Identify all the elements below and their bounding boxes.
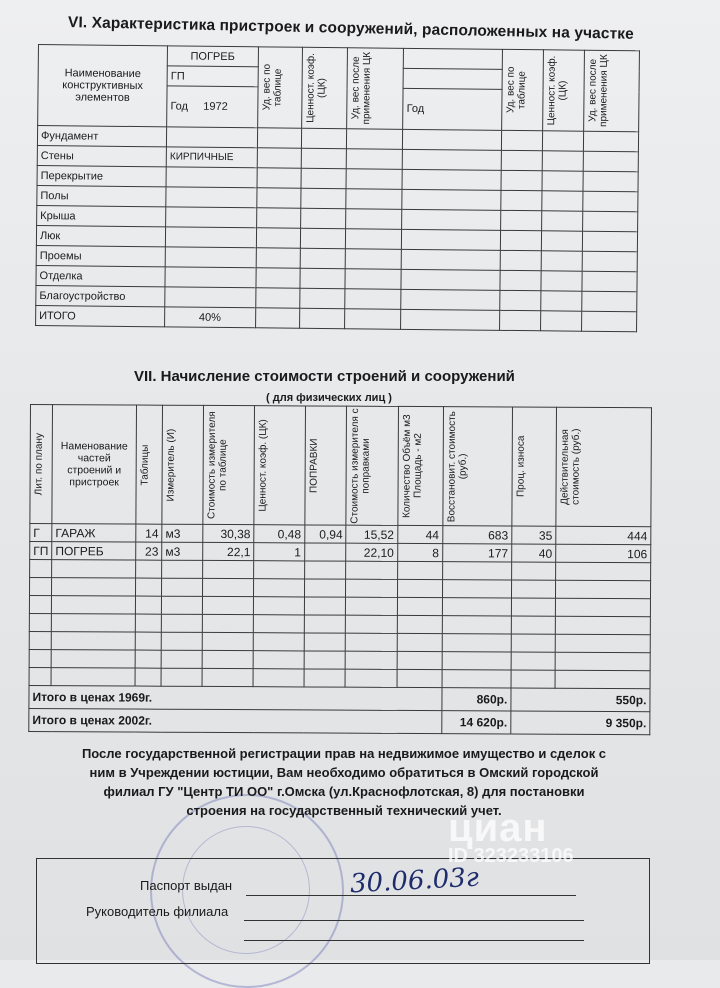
- passport-label: Паспорт выдан: [140, 878, 233, 893]
- th-cennost: [254, 406, 305, 525]
- cell-ck: 0,48: [254, 525, 305, 543]
- th-stoim-popr: [346, 406, 398, 525]
- obj1-year-cell: [167, 86, 258, 128]
- cell-price2: 22,10: [346, 543, 397, 561]
- th-deistv: [556, 407, 652, 526]
- th-tables: [136, 405, 163, 524]
- obj2-name: [404, 48, 503, 69]
- section6-table: [35, 44, 640, 332]
- cell-table: 14: [136, 524, 162, 542]
- th-lit-label: Лит. по плану: [33, 432, 45, 496]
- cell-qty: 8: [397, 543, 442, 561]
- total-2002-vosst: 14 620р.: [441, 711, 510, 734]
- obj2-lit: [403, 68, 502, 89]
- total-1969-deistv: 550р.: [511, 688, 650, 712]
- th-iznos: [512, 407, 557, 526]
- col-ud-ves-ck-label: Уд. вес после применения ЦК: [350, 52, 373, 125]
- notice-line: После государственной регистрации прав на недвижимое имущество и сделок с: [81, 746, 607, 761]
- total-1969-row: [29, 685, 650, 711]
- row-name: Проемы: [36, 245, 165, 266]
- row-value: [166, 167, 257, 188]
- cell-price: 30,38: [203, 524, 254, 542]
- row-name: Отделка: [36, 265, 165, 286]
- row-value: [167, 127, 258, 148]
- cell-lit: Г: [30, 524, 52, 542]
- col2-ud-ves-ck: [584, 50, 640, 132]
- section6-title: VI. Характеристика пристроек и сооружений, расположенных на участке: [67, 14, 635, 43]
- col-cennost: [302, 47, 347, 128]
- header-row: [30, 405, 652, 527]
- row-name: Крыша: [37, 205, 166, 226]
- th-name: Наменование частей строений и пристроек: [52, 405, 136, 524]
- th-kolvo-label: Количество Объём м3 Площадь - м2: [401, 414, 424, 518]
- row-name: Стены: [37, 145, 166, 166]
- row-name: Люк: [36, 225, 165, 246]
- col-ud-ves-label: Уд. вес по таблице: [260, 64, 284, 111]
- cell-lit: ГП: [30, 542, 52, 560]
- cell-name: ГАРАЖ: [52, 524, 136, 542]
- th-stoim-izm: [203, 405, 255, 524]
- row-value: [165, 287, 256, 308]
- obj2-year-cell: [403, 88, 502, 130]
- th-izm-label: Измеритель (И): [165, 428, 178, 502]
- col-cennost-label: Ценност. коэф. (ЦК): [305, 52, 328, 123]
- row-value: [166, 187, 257, 208]
- col2-ud-ves-label: Уд. вес по таблице: [505, 66, 529, 114]
- col2-cennost: [543, 50, 585, 131]
- cell-iznos: 35: [512, 526, 556, 544]
- th-stoim-popr-label: Стоимость измерителя с поправками: [349, 408, 373, 524]
- row-name: ИТОГО: [36, 305, 165, 326]
- row-value: [165, 247, 256, 268]
- th-deistv-label: Действительная стоимость (руб.): [559, 428, 582, 506]
- row-name: Перекрытие: [37, 165, 166, 186]
- cell-qty: 44: [397, 525, 442, 543]
- cell-izm: м3: [162, 542, 203, 560]
- th-kolvo: [397, 406, 443, 525]
- row-value: КИРПИЧНЫЕ: [166, 147, 257, 168]
- cell-deistv: 444: [556, 526, 651, 544]
- th-iznos-label: Проц. износа: [515, 435, 527, 498]
- notice-line: филиал ГУ "Центр ТИ ОО" г.Омска (ул.Краснофлотская, 8) для постановки: [103, 784, 585, 799]
- cell-table: 23: [136, 542, 162, 560]
- cell-popr: 0,94: [305, 525, 347, 543]
- notice-line: строения на государственный технический учет.: [186, 803, 502, 818]
- cell-price: 22,1: [203, 542, 254, 560]
- total-2002-row: [29, 708, 650, 734]
- passport-date-handwritten: 30.06.03г: [349, 862, 480, 900]
- watermark-brand: циан: [448, 806, 548, 850]
- cell-vosst: 177: [442, 544, 511, 562]
- total-1969-vosst: 860р.: [442, 688, 511, 711]
- watermark-id: ID 323233106: [448, 845, 574, 867]
- row-value: [166, 207, 257, 228]
- th-popravki: [305, 406, 347, 525]
- th-cennost-label: Ценност. коэф. (ЦК): [257, 418, 270, 512]
- cell-izm: м3: [162, 524, 203, 542]
- head-line: [244, 920, 584, 921]
- col2-cennost-label: Ценност. коэф. (ЦК): [546, 55, 569, 126]
- head-label: Руководитель филиала: [86, 904, 229, 919]
- watermark: [448, 806, 574, 868]
- th-tables-label: Таблицы: [139, 444, 151, 486]
- god-label: Год: [170, 100, 189, 113]
- col2-ud-ves: [502, 49, 544, 130]
- cell-price2: 15,52: [346, 525, 397, 543]
- total-1969-label: Итого в ценах 1969г.: [29, 685, 442, 710]
- obj1-lit: ГП: [167, 66, 258, 87]
- row-name: Фундамент: [37, 126, 166, 147]
- cell-name: ПОГРЕБ: [52, 542, 136, 560]
- row-value: [166, 227, 257, 248]
- th-vosst-label: Восстановит. стоимость (руб.): [446, 410, 469, 522]
- row-value: [165, 267, 256, 288]
- cell-ck: 1: [254, 543, 305, 561]
- th-vosst: [443, 407, 513, 526]
- th-stoim-izm-label: Стоимость измерителя по таблице: [206, 411, 229, 519]
- obj1-year: 1972: [203, 100, 228, 113]
- section7-subtitle: ( для физических лиц ): [266, 392, 392, 404]
- total-2002-label: Итого в ценах 2002г.: [29, 708, 442, 733]
- row-value: 40%: [165, 307, 256, 328]
- th-popravki-label: ПОПРАВКИ: [308, 438, 320, 493]
- section7-table: [28, 404, 652, 735]
- cell-popr: [304, 543, 346, 561]
- col-ud-ves: [257, 47, 302, 128]
- section7-title: VII. Начисление стоимости строений и сооружений: [134, 368, 515, 385]
- cell-deistv: 106: [556, 544, 651, 562]
- obj1-name: ПОГРЕБ: [167, 46, 258, 67]
- th-izm: [162, 405, 203, 524]
- row-name: Полы: [37, 185, 166, 206]
- col-ud-ves-ck: [346, 48, 403, 130]
- col2-ud-ves-ck-label: Уд. вес после применения ЦК: [587, 54, 611, 128]
- cell-vosst: 683: [442, 526, 511, 544]
- col-name-header: Наименование конструктивных элементов: [38, 45, 168, 127]
- th-lit: [30, 405, 53, 524]
- head-line-2: [244, 940, 584, 941]
- god-label2: Год: [406, 102, 425, 116]
- notice-line: ним в Учреждении юстиции, Вам необходимо обратиться в Омский городской: [89, 765, 599, 780]
- total-2002-deistv: 9 350р.: [511, 711, 650, 735]
- cell-iznos: 40: [512, 544, 556, 562]
- row-name: Благоустройство: [36, 285, 165, 306]
